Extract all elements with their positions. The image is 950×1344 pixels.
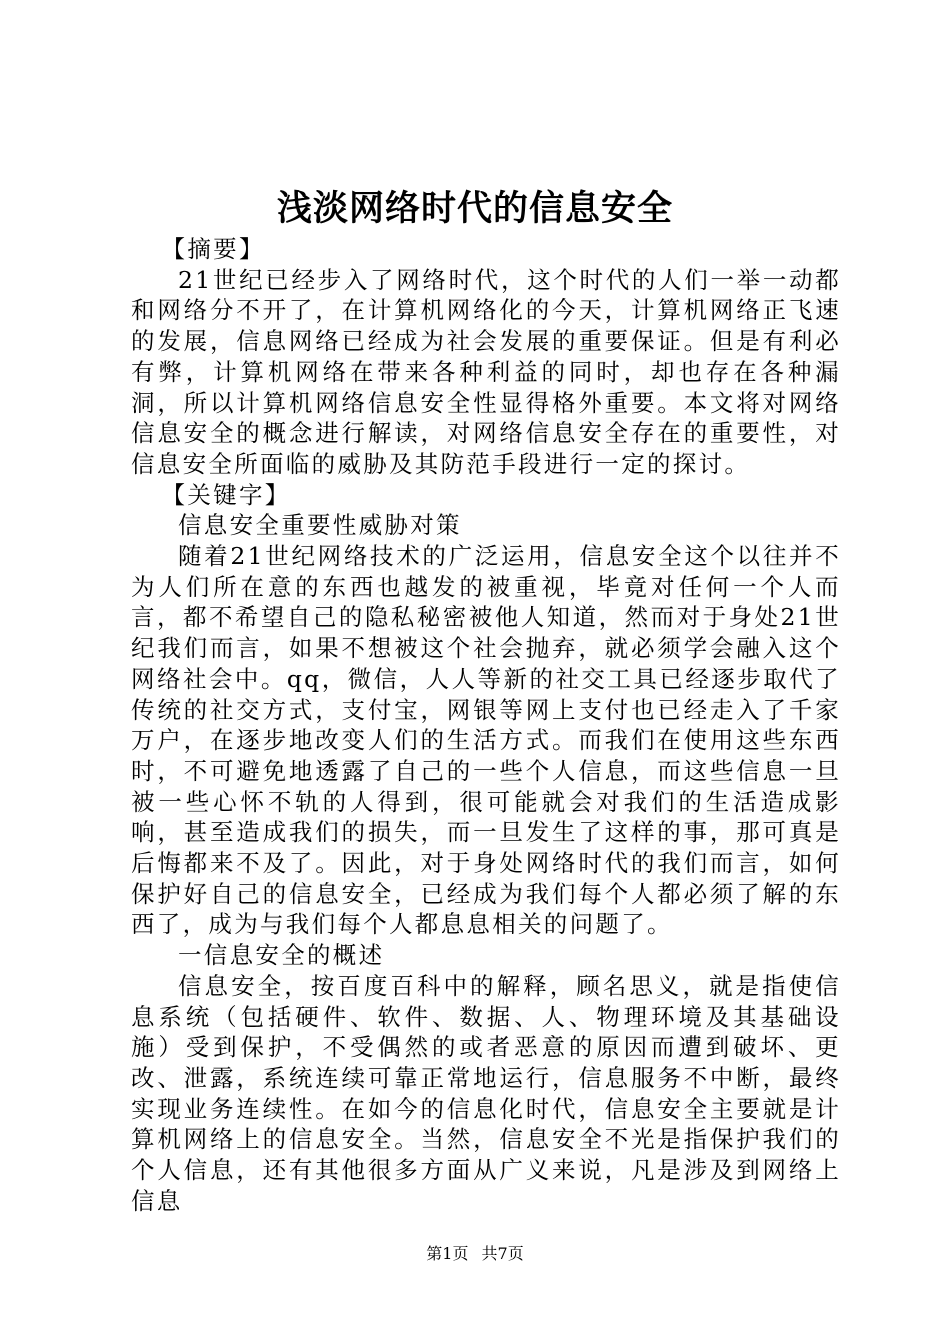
- intro-paragraph: 随着21世纪网络技术的广泛运用，信息安全这个以往并不为人们所在意的东西也越发的被重视，毕竟对任何一个人而言，都不希望自己的隐私秘密被他人知道，然而对于身处21世纪我们而言，如果不想被这个社会抛弃，就必须学会融入这个网络社会中。qq，微信，人人等新的社交工具已经逐步取代了传统的社交方式，支付宝，网银等网上支付也已经走入了千家万户，在逐步地改变人们的生活方式。而我们在使用这些东西时，不可避免地透露了自己的一些个人信息，而这些信息一旦被一些心怀不轨的人得到，很可能就会对我们的生活造成影响，甚至造成我们的损失，而一旦发生了这样的事，那可真是后悔都来不及了。因此，对于身处网络时代的我们而言，如何保护好自己的信息安全，已经成为我们每个人都必须了解的东西了，成为与我们每个人都息息相关的问题了。: [131, 542, 841, 939]
- keywords-text: 信息安全重要性威胁对策: [178, 511, 462, 540]
- abstract-label: 【摘要】: [161, 235, 265, 263]
- page-footer: [0, 1242, 950, 1266]
- section1-paragraph: 信息安全，按百度百科中的解释，顾名思义，就是指使信息系统（包括硬件、软件、数据、人、物理环境及其基础设施）受到保护，不受偶然的或者恶意的原因而遭到破坏、更改、泄露，系统连续可靠正常地运行，信息服务不中断，最终实现业务连续性。在如今的信息化时代，信息安全主要就是计算机网络上的信息安全。当然，信息安全不光是指保护我们的个人信息，还有其他很多方面从广义来说，凡是涉及到网络上信息: [131, 971, 841, 1215]
- section1-heading: 一信息安全的概述: [178, 941, 385, 970]
- document-body: [131, 234, 841, 1217]
- page-total: 共7页: [481, 1244, 524, 1263]
- document-title: 浅淡网络时代的信息安全: [276, 188, 673, 229]
- keywords-label: 【关键字】: [161, 480, 291, 509]
- abstract-paragraph: 21世纪已经步入了网络时代，这个时代的人们一举一动都和网络分不开了，在计算机网络化的今天，计算机网络正飞速的发展，信息网络已经成为社会发展的重要保证。但是有利必有弊，计算机网络在带来各种利益的同时，却也存在各种漏洞，所以计算机网络信息安全性显得格外重要。本文将对网络信息安全的概念进行解读，对网络信息安全存在的重要性，对信息安全所面临的威胁及其防范手段进行一定的探讨。: [131, 265, 841, 478]
- page-number: 第1页: [426, 1244, 469, 1263]
